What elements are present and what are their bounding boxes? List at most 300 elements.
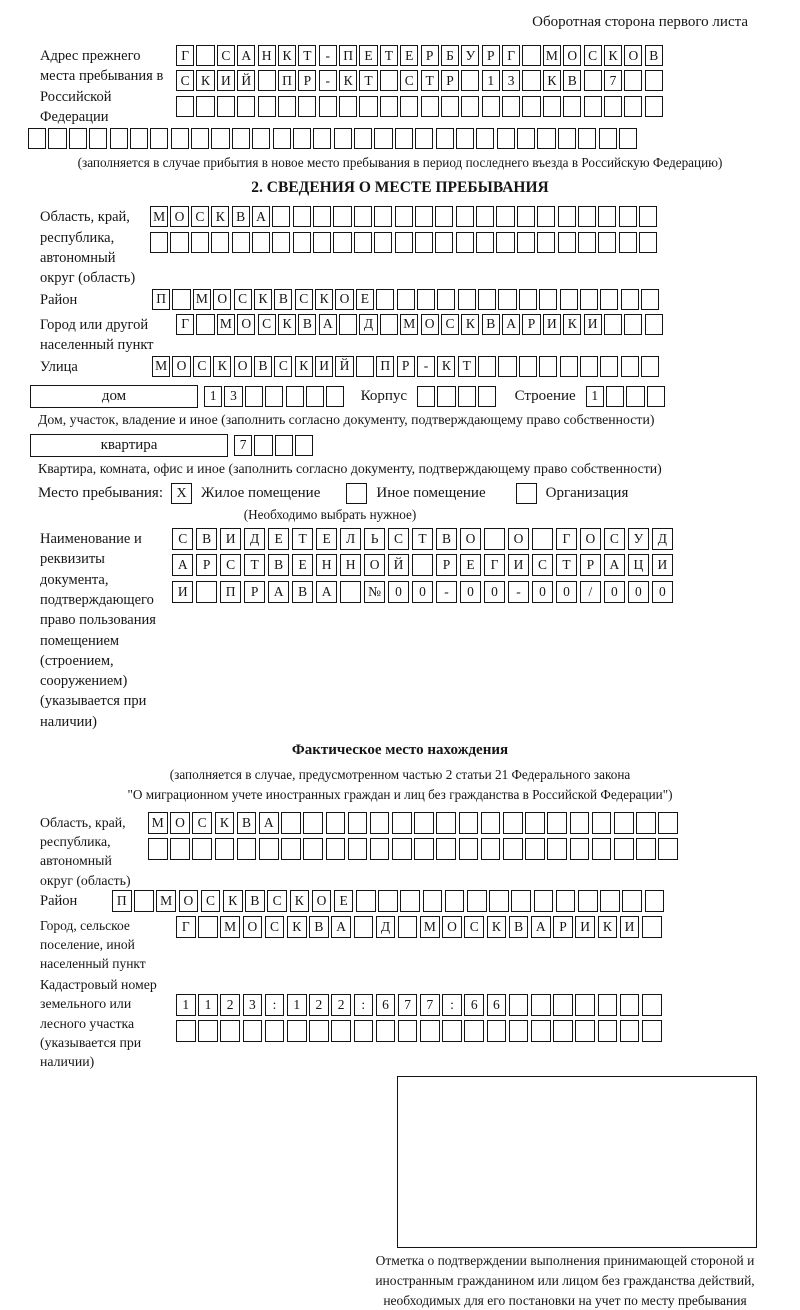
- char-cell[interactable]: В: [245, 890, 265, 912]
- char-cell[interactable]: Р: [553, 916, 573, 938]
- char-cell[interactable]: -: [417, 356, 435, 377]
- char-cell[interactable]: О: [179, 890, 199, 912]
- char-cell[interactable]: Й: [388, 554, 409, 576]
- char-cell[interactable]: Е: [359, 45, 377, 66]
- char-cell[interactable]: [539, 356, 557, 377]
- char-cell[interactable]: -: [436, 581, 457, 603]
- char-cell[interactable]: С: [220, 554, 241, 576]
- char-cell[interactable]: [584, 96, 602, 117]
- char-cell[interactable]: [281, 838, 301, 860]
- char-cell[interactable]: [543, 96, 561, 117]
- char-cell[interactable]: [442, 1020, 462, 1042]
- char-cell[interactable]: Р: [244, 581, 265, 603]
- char-cell[interactable]: [642, 916, 662, 938]
- char-cell[interactable]: С: [192, 812, 212, 834]
- char-cell[interactable]: [639, 206, 657, 227]
- char-cell[interactable]: С: [295, 289, 313, 310]
- char-cell[interactable]: 6: [464, 994, 484, 1016]
- char-cell[interactable]: Т: [556, 554, 577, 576]
- char-cell[interactable]: И: [575, 916, 595, 938]
- char-cell[interactable]: [517, 128, 535, 149]
- char-cell[interactable]: [519, 289, 537, 310]
- char-cell[interactable]: С: [193, 356, 211, 377]
- char-cell[interactable]: [243, 1020, 263, 1042]
- char-cell[interactable]: П: [220, 581, 241, 603]
- char-cell[interactable]: 0: [484, 581, 505, 603]
- char-cell[interactable]: [340, 581, 361, 603]
- char-cell[interactable]: А: [172, 554, 193, 576]
- char-cell[interactable]: [537, 206, 555, 227]
- char-cell[interactable]: 1: [198, 994, 218, 1016]
- char-cell[interactable]: [464, 1020, 484, 1042]
- char-cell[interactable]: [28, 128, 46, 149]
- char-cell[interactable]: -: [319, 45, 337, 66]
- char-cell[interactable]: О: [624, 45, 642, 66]
- char-cell[interactable]: К: [213, 356, 231, 377]
- char-cell[interactable]: [645, 890, 665, 912]
- char-cell[interactable]: К: [461, 314, 479, 335]
- char-cell[interactable]: Д: [652, 528, 673, 550]
- char-cell[interactable]: С: [441, 314, 459, 335]
- char-cell[interactable]: [198, 916, 218, 938]
- char-cell[interactable]: [496, 206, 514, 227]
- char-cell[interactable]: [370, 812, 390, 834]
- char-cell[interactable]: И: [217, 70, 235, 91]
- char-cell[interactable]: [326, 838, 346, 860]
- char-cell[interactable]: [170, 232, 188, 253]
- char-cell[interactable]: К: [215, 812, 235, 834]
- char-cell[interactable]: К: [437, 356, 455, 377]
- char-cell[interactable]: С: [172, 528, 193, 550]
- char-cell[interactable]: [525, 838, 545, 860]
- char-cell[interactable]: [172, 289, 190, 310]
- char-cell[interactable]: [502, 96, 520, 117]
- char-cell[interactable]: [517, 206, 535, 227]
- char-cell[interactable]: И: [584, 314, 602, 335]
- char-cell[interactable]: [461, 96, 479, 117]
- char-cell[interactable]: О: [563, 45, 581, 66]
- char-cell[interactable]: [196, 314, 214, 335]
- char-cell[interactable]: [645, 70, 663, 91]
- char-cell[interactable]: [265, 1020, 285, 1042]
- char-cell[interactable]: [497, 128, 515, 149]
- checkbox-other-premises[interactable]: [346, 483, 367, 504]
- char-cell[interactable]: 1: [204, 386, 222, 407]
- char-cell[interactable]: [130, 128, 148, 149]
- char-cell[interactable]: 1: [176, 994, 196, 1016]
- char-cell[interactable]: [614, 812, 634, 834]
- char-cell[interactable]: П: [376, 356, 394, 377]
- char-cell[interactable]: А: [252, 206, 270, 227]
- char-cell[interactable]: [456, 232, 474, 253]
- char-cell[interactable]: Т: [292, 528, 313, 550]
- char-cell[interactable]: /: [580, 581, 601, 603]
- char-cell[interactable]: [645, 96, 663, 117]
- char-cell[interactable]: [503, 838, 523, 860]
- char-cell[interactable]: Т: [412, 528, 433, 550]
- char-cell[interactable]: М: [220, 916, 240, 938]
- char-cell[interactable]: Д: [376, 916, 396, 938]
- char-cell[interactable]: [192, 838, 212, 860]
- char-cell[interactable]: И: [315, 356, 333, 377]
- char-cell[interactable]: П: [278, 70, 296, 91]
- char-cell[interactable]: П: [152, 289, 170, 310]
- char-cell[interactable]: Е: [292, 554, 313, 576]
- char-cell[interactable]: С: [388, 528, 409, 550]
- char-cell[interactable]: [273, 128, 291, 149]
- char-cell[interactable]: [306, 386, 324, 407]
- char-cell[interactable]: [252, 232, 270, 253]
- char-cell[interactable]: [437, 386, 455, 407]
- char-cell[interactable]: [331, 1020, 351, 1042]
- char-cell[interactable]: [259, 838, 279, 860]
- char-cell[interactable]: [461, 70, 479, 91]
- char-cell[interactable]: [645, 314, 663, 335]
- char-cell[interactable]: Т: [380, 45, 398, 66]
- char-cell[interactable]: С: [267, 890, 287, 912]
- char-cell[interactable]: [636, 838, 656, 860]
- char-cell[interactable]: :: [354, 994, 374, 1016]
- char-cell[interactable]: [417, 386, 435, 407]
- char-cell[interactable]: 7: [604, 70, 622, 91]
- char-cell[interactable]: [245, 386, 263, 407]
- char-cell[interactable]: К: [278, 314, 296, 335]
- char-cell[interactable]: В: [563, 70, 581, 91]
- char-cell[interactable]: Й: [335, 356, 353, 377]
- char-cell[interactable]: П: [112, 890, 132, 912]
- char-cell[interactable]: [89, 128, 107, 149]
- char-cell[interactable]: [176, 96, 194, 117]
- char-cell[interactable]: А: [502, 314, 520, 335]
- char-cell[interactable]: [641, 289, 659, 310]
- char-cell[interactable]: [211, 232, 229, 253]
- char-cell[interactable]: 2: [331, 994, 351, 1016]
- checkbox-organization[interactable]: [516, 483, 537, 504]
- char-cell[interactable]: С: [258, 314, 276, 335]
- char-cell[interactable]: 3: [243, 994, 263, 1016]
- char-cell[interactable]: А: [268, 581, 289, 603]
- char-cell[interactable]: Г: [502, 45, 520, 66]
- char-cell[interactable]: [445, 890, 465, 912]
- char-cell[interactable]: 0: [412, 581, 433, 603]
- char-cell[interactable]: [414, 812, 434, 834]
- char-cell[interactable]: [326, 386, 344, 407]
- char-cell[interactable]: А: [316, 581, 337, 603]
- char-cell[interactable]: [522, 70, 540, 91]
- char-cell[interactable]: 0: [532, 581, 553, 603]
- char-cell[interactable]: [196, 96, 214, 117]
- char-cell[interactable]: [641, 356, 659, 377]
- char-cell[interactable]: К: [223, 890, 243, 912]
- char-cell[interactable]: О: [508, 528, 529, 550]
- char-cell[interactable]: С: [265, 916, 285, 938]
- char-cell[interactable]: [252, 128, 270, 149]
- char-cell[interactable]: [191, 232, 209, 253]
- char-cell[interactable]: [293, 128, 311, 149]
- char-cell[interactable]: [537, 232, 555, 253]
- char-cell[interactable]: Д: [359, 314, 377, 335]
- char-cell[interactable]: [334, 128, 352, 149]
- char-cell[interactable]: [380, 70, 398, 91]
- char-cell[interactable]: Ц: [628, 554, 649, 576]
- char-cell[interactable]: [220, 1020, 240, 1042]
- char-cell[interactable]: [326, 812, 346, 834]
- char-cell[interactable]: А: [531, 916, 551, 938]
- char-cell[interactable]: 6: [487, 994, 507, 1016]
- apartment-type-box[interactable]: квартира: [30, 434, 228, 457]
- char-cell[interactable]: [171, 128, 189, 149]
- char-cell[interactable]: [575, 994, 595, 1016]
- char-cell[interactable]: [509, 1020, 529, 1042]
- char-cell[interactable]: [598, 994, 618, 1016]
- char-cell[interactable]: -: [508, 581, 529, 603]
- char-cell[interactable]: [417, 289, 435, 310]
- char-cell[interactable]: О: [335, 289, 353, 310]
- char-cell[interactable]: С: [400, 70, 418, 91]
- char-cell[interactable]: [570, 838, 590, 860]
- char-cell[interactable]: [525, 812, 545, 834]
- char-cell[interactable]: [592, 812, 612, 834]
- char-cell[interactable]: [397, 289, 415, 310]
- char-cell[interactable]: [621, 289, 639, 310]
- char-cell[interactable]: [319, 96, 337, 117]
- char-cell[interactable]: С: [217, 45, 235, 66]
- char-cell[interactable]: [339, 314, 357, 335]
- char-cell[interactable]: С: [234, 289, 252, 310]
- char-cell[interactable]: [441, 96, 459, 117]
- char-cell[interactable]: [354, 232, 372, 253]
- char-cell[interactable]: [196, 581, 217, 603]
- char-cell[interactable]: Ь: [364, 528, 385, 550]
- char-cell[interactable]: С: [464, 916, 484, 938]
- char-cell[interactable]: А: [604, 554, 625, 576]
- char-cell[interactable]: [481, 838, 501, 860]
- char-cell[interactable]: [459, 838, 479, 860]
- char-cell[interactable]: [560, 356, 578, 377]
- char-cell[interactable]: [211, 128, 229, 149]
- char-cell[interactable]: В: [292, 581, 313, 603]
- char-cell[interactable]: [395, 128, 413, 149]
- char-cell[interactable]: К: [487, 916, 507, 938]
- char-cell[interactable]: [215, 838, 235, 860]
- char-cell[interactable]: [522, 96, 540, 117]
- char-cell[interactable]: [415, 128, 433, 149]
- char-cell[interactable]: [489, 890, 509, 912]
- char-cell[interactable]: В: [298, 314, 316, 335]
- char-cell[interactable]: [415, 232, 433, 253]
- char-cell[interactable]: [498, 289, 516, 310]
- char-cell[interactable]: [658, 812, 678, 834]
- char-cell[interactable]: [293, 206, 311, 227]
- char-cell[interactable]: [356, 890, 376, 912]
- char-cell[interactable]: О: [237, 314, 255, 335]
- char-cell[interactable]: 6: [376, 994, 396, 1016]
- char-cell[interactable]: [278, 96, 296, 117]
- char-cell[interactable]: [313, 206, 331, 227]
- char-cell[interactable]: [348, 812, 368, 834]
- char-cell[interactable]: О: [234, 356, 252, 377]
- char-cell[interactable]: [370, 838, 390, 860]
- char-cell[interactable]: [374, 128, 392, 149]
- char-cell[interactable]: С: [191, 206, 209, 227]
- char-cell[interactable]: [354, 206, 372, 227]
- char-cell[interactable]: [584, 70, 602, 91]
- char-cell[interactable]: [624, 70, 642, 91]
- char-cell[interactable]: 1: [586, 386, 604, 407]
- char-cell[interactable]: И: [620, 916, 640, 938]
- char-cell[interactable]: [482, 96, 500, 117]
- char-cell[interactable]: 0: [556, 581, 577, 603]
- char-cell[interactable]: [606, 386, 624, 407]
- char-cell[interactable]: [196, 45, 214, 66]
- char-cell[interactable]: [604, 314, 622, 335]
- char-cell[interactable]: У: [628, 528, 649, 550]
- char-cell[interactable]: Г: [176, 916, 196, 938]
- char-cell[interactable]: [519, 356, 537, 377]
- char-cell[interactable]: 3: [502, 70, 520, 91]
- char-cell[interactable]: 0: [388, 581, 409, 603]
- char-cell[interactable]: [298, 96, 316, 117]
- char-cell[interactable]: 7: [398, 994, 418, 1016]
- char-cell[interactable]: [415, 206, 433, 227]
- char-cell[interactable]: [604, 96, 622, 117]
- char-cell[interactable]: [258, 96, 276, 117]
- char-cell[interactable]: Р: [421, 45, 439, 66]
- char-cell[interactable]: О: [172, 356, 190, 377]
- char-cell[interactable]: [598, 232, 616, 253]
- char-cell[interactable]: 7: [420, 994, 440, 1016]
- char-cell[interactable]: [503, 812, 523, 834]
- char-cell[interactable]: [217, 96, 235, 117]
- char-cell[interactable]: [376, 289, 394, 310]
- char-cell[interactable]: Е: [460, 554, 481, 576]
- char-cell[interactable]: [476, 206, 494, 227]
- char-cell[interactable]: [599, 128, 617, 149]
- char-cell[interactable]: [437, 289, 455, 310]
- char-cell[interactable]: [423, 890, 443, 912]
- char-cell[interactable]: [392, 838, 412, 860]
- char-cell[interactable]: Р: [298, 70, 316, 91]
- char-cell[interactable]: К: [278, 45, 296, 66]
- char-cell[interactable]: А: [237, 45, 255, 66]
- char-cell[interactable]: :: [265, 994, 285, 1016]
- char-cell[interactable]: 1: [287, 994, 307, 1016]
- char-cell[interactable]: [435, 232, 453, 253]
- char-cell[interactable]: [531, 1020, 551, 1042]
- char-cell[interactable]: Т: [458, 356, 476, 377]
- char-cell[interactable]: [498, 356, 516, 377]
- char-cell[interactable]: [376, 1020, 396, 1042]
- char-cell[interactable]: [558, 128, 576, 149]
- char-cell[interactable]: О: [364, 554, 385, 576]
- char-cell[interactable]: [395, 206, 413, 227]
- char-cell[interactable]: В: [237, 812, 257, 834]
- char-cell[interactable]: 1: [482, 70, 500, 91]
- char-cell[interactable]: [476, 232, 494, 253]
- char-cell[interactable]: М: [150, 206, 168, 227]
- char-cell[interactable]: [534, 890, 554, 912]
- char-cell[interactable]: :: [442, 994, 462, 1016]
- char-cell[interactable]: О: [170, 206, 188, 227]
- char-cell[interactable]: [303, 812, 323, 834]
- char-cell[interactable]: 2: [309, 994, 329, 1016]
- char-cell[interactable]: [621, 356, 639, 377]
- char-cell[interactable]: К: [290, 890, 310, 912]
- char-cell[interactable]: [592, 838, 612, 860]
- char-cell[interactable]: 0: [652, 581, 673, 603]
- char-cell[interactable]: [624, 96, 642, 117]
- char-cell[interactable]: [575, 1020, 595, 1042]
- char-cell[interactable]: 0: [628, 581, 649, 603]
- char-cell[interactable]: [356, 356, 374, 377]
- char-cell[interactable]: [578, 890, 598, 912]
- char-cell[interactable]: [232, 232, 250, 253]
- char-cell[interactable]: П: [339, 45, 357, 66]
- char-cell[interactable]: [348, 838, 368, 860]
- char-cell[interactable]: Б: [441, 45, 459, 66]
- char-cell[interactable]: [556, 890, 576, 912]
- char-cell[interactable]: [553, 1020, 573, 1042]
- char-cell[interactable]: [48, 128, 66, 149]
- char-cell[interactable]: [254, 435, 272, 456]
- char-cell[interactable]: [563, 96, 581, 117]
- char-cell[interactable]: [547, 812, 567, 834]
- char-cell[interactable]: [286, 386, 304, 407]
- char-cell[interactable]: [258, 70, 276, 91]
- char-cell[interactable]: Р: [482, 45, 500, 66]
- char-cell[interactable]: А: [331, 916, 351, 938]
- char-cell[interactable]: [580, 289, 598, 310]
- char-cell[interactable]: М: [543, 45, 561, 66]
- char-cell[interactable]: Т: [359, 70, 377, 91]
- char-cell[interactable]: И: [220, 528, 241, 550]
- char-cell[interactable]: [436, 812, 456, 834]
- char-cell[interactable]: В: [645, 45, 663, 66]
- char-cell[interactable]: 3: [224, 386, 242, 407]
- char-cell[interactable]: [522, 45, 540, 66]
- char-cell[interactable]: [642, 994, 662, 1016]
- char-cell[interactable]: К: [211, 206, 229, 227]
- char-cell[interactable]: Т: [421, 70, 439, 91]
- char-cell[interactable]: М: [156, 890, 176, 912]
- char-cell[interactable]: [496, 232, 514, 253]
- char-cell[interactable]: Е: [316, 528, 337, 550]
- char-cell[interactable]: [237, 838, 257, 860]
- char-cell[interactable]: [560, 289, 578, 310]
- char-cell[interactable]: [539, 289, 557, 310]
- char-cell[interactable]: [456, 206, 474, 227]
- char-cell[interactable]: [456, 128, 474, 149]
- char-cell[interactable]: С: [532, 554, 553, 576]
- char-cell[interactable]: И: [172, 581, 193, 603]
- char-cell[interactable]: [374, 232, 392, 253]
- char-cell[interactable]: [598, 1020, 618, 1042]
- char-cell[interactable]: [458, 289, 476, 310]
- char-cell[interactable]: [333, 232, 351, 253]
- char-cell[interactable]: [191, 128, 209, 149]
- char-cell[interactable]: К: [254, 289, 272, 310]
- char-cell[interactable]: Р: [196, 554, 217, 576]
- char-cell[interactable]: [198, 1020, 218, 1042]
- char-cell[interactable]: [237, 96, 255, 117]
- char-cell[interactable]: О: [442, 916, 462, 938]
- char-cell[interactable]: К: [196, 70, 214, 91]
- char-cell[interactable]: [272, 206, 290, 227]
- char-cell[interactable]: [378, 890, 398, 912]
- char-cell[interactable]: У: [461, 45, 479, 66]
- char-cell[interactable]: О: [580, 528, 601, 550]
- char-cell[interactable]: [176, 1020, 196, 1042]
